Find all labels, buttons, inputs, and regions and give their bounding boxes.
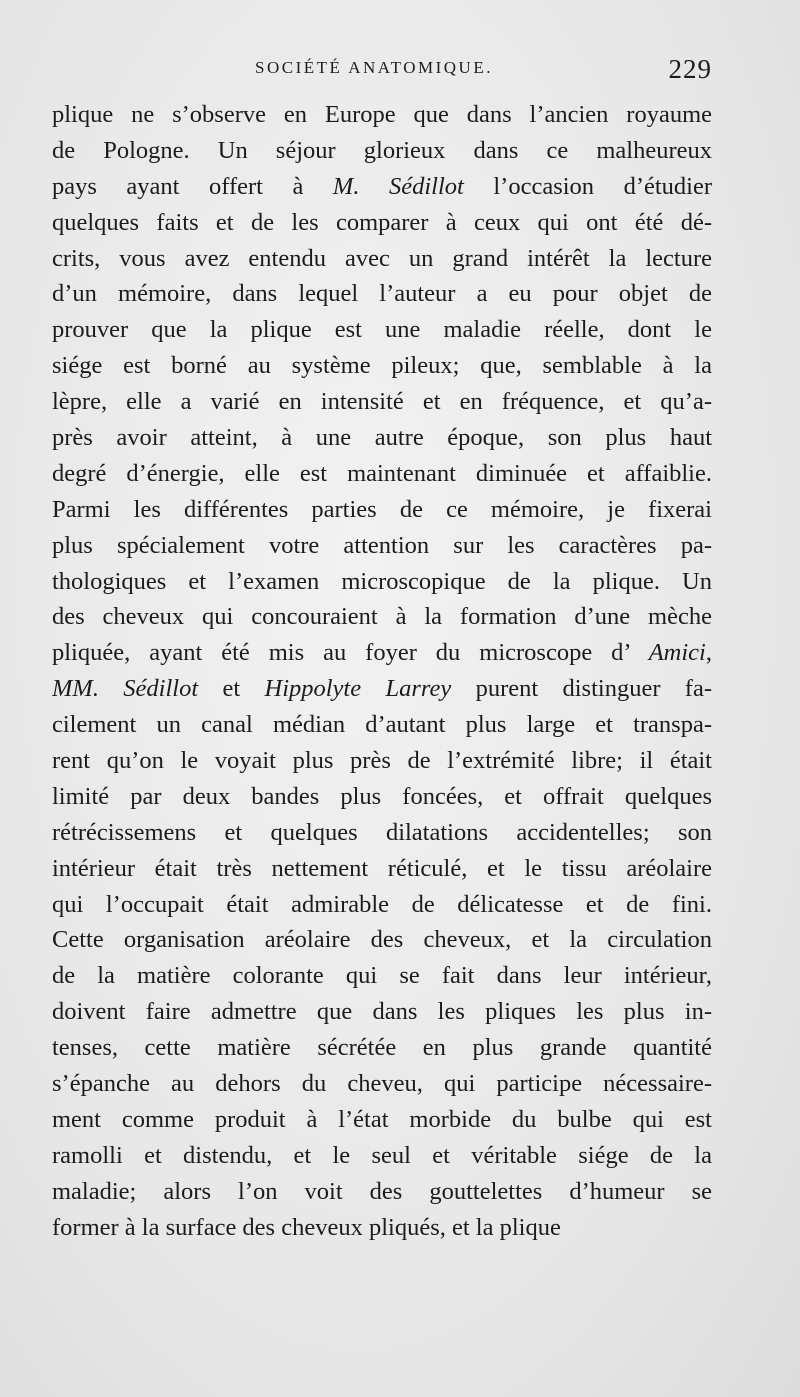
text-segment: siége est borné au système pileux; que, semblable à la	[52, 352, 712, 380]
text-segment: quelques faits et de les comparer à ceux qui ont été dé-	[52, 208, 712, 236]
text-segment: près avoir atteint, à une autre époque, son plus haut	[52, 424, 712, 452]
text-line	[52, 599, 712, 635]
text-segment: ramolli et distendu, et le seul et véritable siége de la	[52, 1141, 712, 1169]
running-head	[0, 54, 800, 88]
text-line	[52, 1138, 712, 1174]
text-segment: de Pologne. Un séjour glorieux dans ce malheureux	[52, 136, 712, 164]
text-line	[52, 348, 712, 384]
italic-name: Hippolyte Larrey	[264, 675, 452, 703]
running-title: SOCIÉTÉ ANATOMIQUE.	[255, 58, 493, 77]
text-line	[52, 1030, 712, 1066]
page-number: 229	[668, 54, 712, 84]
text-segment: maladie; alors l’on voit des gouttelettes d’humeur se	[52, 1177, 712, 1205]
italic-name: MM. Sédillot	[52, 675, 199, 703]
text-line	[52, 743, 712, 779]
text-segment: Cette organisation aréolaire des cheveux, et la circulation	[52, 926, 712, 954]
text-line	[52, 312, 712, 348]
text-line	[52, 241, 712, 277]
text-line	[52, 815, 712, 851]
text-line	[52, 1210, 712, 1246]
text-line	[52, 707, 712, 743]
text-segment: pays ayant offert à	[52, 172, 333, 200]
text-segment: degré d’énergie, elle est maintenant diminuée et affaiblie.	[52, 459, 712, 487]
text-line	[52, 384, 712, 420]
text-segment: doivent faire admettre que dans les pliques les plus in-	[52, 998, 712, 1026]
italic-name: Amici	[648, 639, 706, 667]
text-line	[52, 564, 712, 600]
text-line	[52, 133, 712, 169]
text-line	[52, 851, 712, 887]
text-segment: ment comme produit à l’état morbide du bulbe qui est	[52, 1105, 712, 1133]
text-segment: rétrécissemens et quelques dilatations accidentelles; son	[52, 818, 712, 846]
text-line	[52, 887, 712, 923]
text-segment: plus spécialement votre attention sur les caractères pa-	[52, 531, 712, 559]
text-segment: ,	[705, 639, 712, 667]
text-line	[52, 528, 712, 564]
text-line	[52, 205, 712, 241]
text-segment: tenses, cette matière sécrétée en plus grande quantité	[52, 1034, 712, 1062]
text-segment: de la matière colorante qui se fait dans leur intérieur,	[52, 962, 712, 990]
text-segment: et	[198, 675, 265, 703]
text-segment: purent distinguer fa-	[451, 675, 712, 703]
body-text	[52, 97, 712, 1246]
text-line	[52, 492, 712, 528]
text-segment: lèpre, elle a varié en intensité et en fréquence, et qu’a-	[52, 388, 712, 416]
italic-name: M. Sédillot	[332, 172, 464, 200]
text-segment: des cheveux qui concouraient à la formation d’une mèche	[52, 603, 712, 631]
text-segment: qui l’occupait était admirable de délicatesse et de fini.	[52, 890, 712, 918]
text-line	[52, 994, 712, 1030]
text-line	[52, 97, 712, 133]
text-line	[52, 922, 712, 958]
text-segment: prouver que la plique est une maladie réelle, dont le	[52, 316, 712, 344]
text-line	[52, 169, 712, 205]
text-line	[52, 1174, 712, 1210]
text-segment: thologiques et l’examen microscopique de la plique. Un	[52, 567, 712, 595]
text-segment: pliquée, ayant été mis au foyer du microscope d’	[52, 639, 649, 667]
text-line	[52, 1066, 712, 1102]
text-line	[52, 635, 712, 671]
text-segment: plique ne s’observe en Europe que dans l’ancien royaume	[52, 101, 712, 128]
text-segment: rent qu’on le voyait plus près de l’extrémité libre; il était	[52, 747, 712, 775]
text-line	[52, 671, 712, 707]
text-segment: crits, vous avez entendu avec un grand intérêt la lecture	[52, 244, 712, 272]
text-segment: former à la surface des cheveux pliqués, et la plique	[52, 1213, 561, 1241]
text-segment: cilement un canal médian d’autant plus large et transpa-	[52, 711, 712, 739]
text-line	[52, 456, 712, 492]
text-segment: d’un mémoire, dans lequel l’auteur a eu pour objet de	[52, 280, 712, 308]
text-segment: Parmi les différentes parties de ce mémoire, je fixerai	[52, 495, 712, 523]
text-line	[52, 276, 712, 312]
text-segment: intérieur était très nettement réticulé, et le tissu aréolaire	[52, 854, 712, 882]
text-segment: l’occasion d’étudier	[463, 172, 712, 200]
text-segment: limité par deux bandes plus foncées, et offrait quelques	[52, 782, 712, 810]
text-line	[52, 958, 712, 994]
text-line	[52, 420, 712, 456]
text-line	[52, 1102, 712, 1138]
text-line	[52, 779, 712, 815]
text-segment: s’épanche au dehors du cheveu, qui participe nécessaire-	[52, 1070, 712, 1098]
